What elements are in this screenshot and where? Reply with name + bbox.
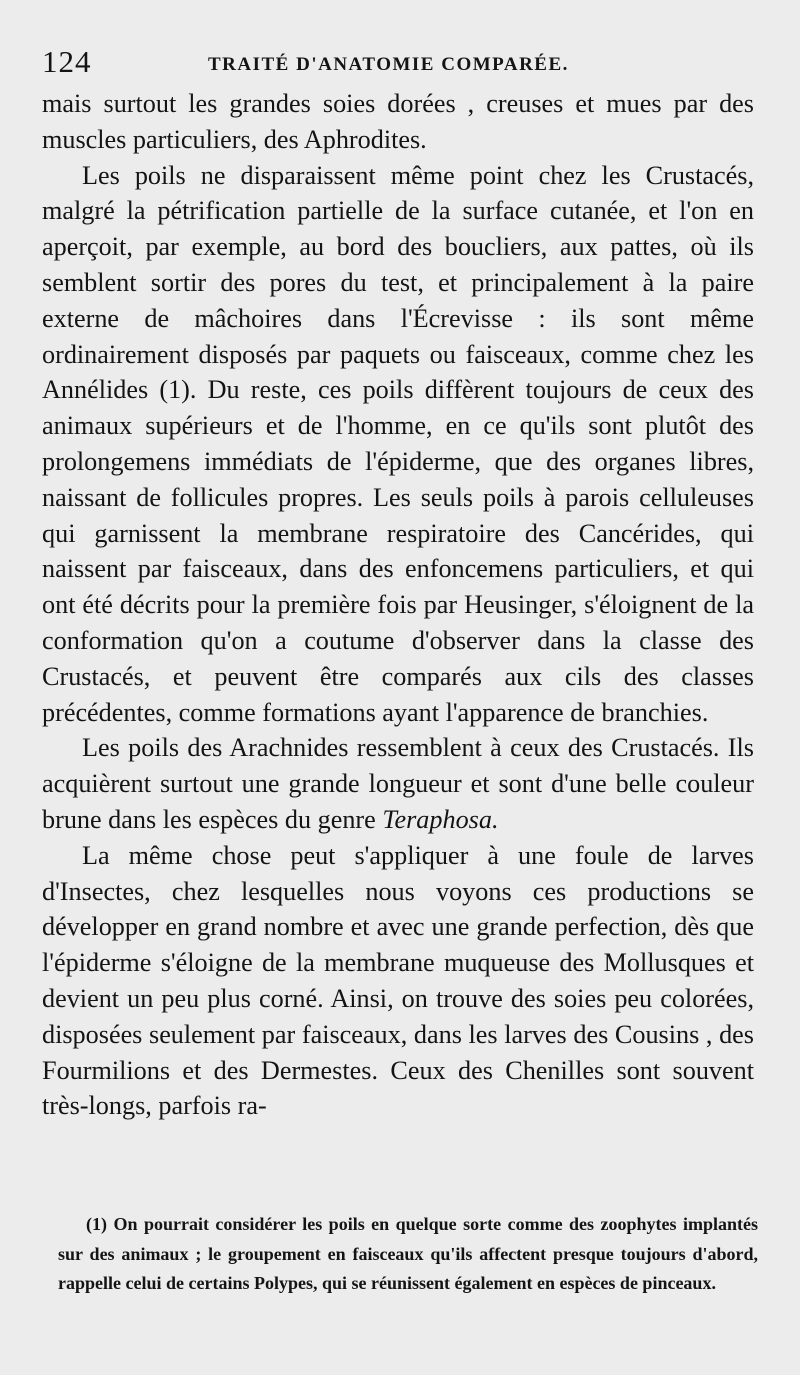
- paragraph-4: La même chose peut s'appliquer à une foule de larves d'Insectes, chez lesquelles nous voyons ces productions se développer en grand nombre et avec une grande perfection, dès que l'épiderme s'éloigne de la membrane muqueuse des Mollusques et devient un peu plus corné. Ainsi, on trouve des soies peu colorées, disposées seulement par faisceaux, dans les larves des Cousins , des Fourmilions et des Dermestes. Ceux des Chenilles sont souvent très-longs, parfois ra-: [42, 840, 754, 1121]
- page-number: 124: [42, 44, 92, 79]
- running-title: TRAITÉ D'ANATOMIE COMPARÉE.: [208, 54, 569, 75]
- paragraph-2: Les poils ne disparaissent même point chez les Crustacés, malgré la pétrification partielle de la surface cutanée, et l'on en aperçoit, par exemple, au bord des boucliers, aux pattes, où ils semblent sortir des pores du test, et principalement à la paire externe de mâchoires dans l'Écrevisse : ils sont même ordinairement disposés par paquets ou faisceaux, comme chez les Annélides (1). Du reste, ces poils diffèrent toujours de ceux des animaux supérieurs et de l'homme, en ce qu'ils sont plutôt des prolongemens immédiats de l'épiderme, que des organes libres, naissant de follicules propres. Les seuls poils à parois celluleuses qui garnissent la membrane respiratoire des Cancérides, qui naissent par faisceaux, dans des enfoncemens particuliers, et qui ont été décrits pour la première fois par Heusinger, s'éloignent de la conformation qu'on a coutume d'observer dans la classe des Crustacés, et peuvent être comparés aux cils des classes précédentes, comme formations ayant l'apparence de branchies.: [42, 160, 754, 727]
- paragraph-3: [42, 730, 754, 837]
- footnote-text: (1) On pourrait considérer les poils en quelque sorte comme des zoophytes implantés sur des animaux ; le groupement en faisceaux qu'ils affectent presque toujours d'abord, rappelle celui de certains Polypes, qui se réunissent également en espèces de pinceaux.: [58, 1214, 758, 1293]
- genus-name: Teraphosa.: [382, 804, 499, 834]
- page-header: [40, 44, 760, 84]
- paragraph-3-text: Les poils des Arachnides ressemblent à ceux des Crustacés. Ils acquièrent surtout une grande longueur et sont d'une belle couleur brune dans les espèces du genre: [42, 733, 754, 834]
- body-text: [42, 86, 754, 1124]
- paragraph-1: mais surtout les grandes soies dorées , creuses et mues par des muscles particuliers, des Aphrodites.: [42, 89, 754, 154]
- footnote: [58, 1210, 758, 1299]
